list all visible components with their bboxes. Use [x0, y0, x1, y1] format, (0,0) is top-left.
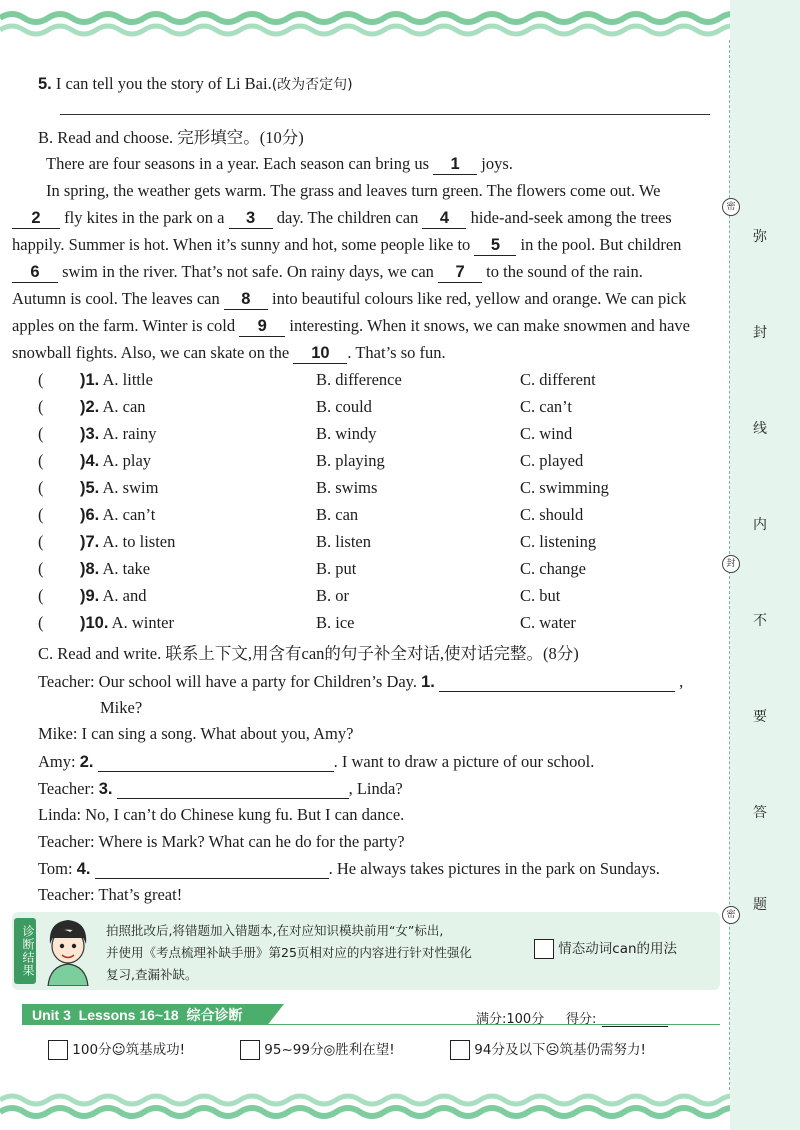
worried-face-icon: ☹ — [545, 1042, 560, 1058]
top-wave-band — [0, 0, 740, 44]
answer-line[interactable] — [60, 114, 710, 115]
answer-paren[interactable]: ( — [38, 586, 44, 605]
choice-b: B. put — [316, 559, 357, 578]
seal-char: 答 — [753, 805, 767, 821]
seal-circle: 密 — [722, 906, 740, 924]
choice-b: B. could — [316, 397, 372, 416]
passage-line: Autumn is cool. The leaves can 8 into beautiful colours like red, yellow and orange. We can pick — [12, 289, 687, 308]
rating-checkbox[interactable] — [240, 1040, 260, 1060]
blank-3[interactable]: 3 — [229, 208, 273, 229]
score-input[interactable] — [602, 1026, 668, 1027]
choice-b: B. difference — [316, 370, 402, 389]
seal-char: 不 — [753, 613, 767, 629]
choice-c: C. played — [520, 451, 584, 470]
answer-line[interactable] — [439, 675, 675, 692]
choice-b: B. windy — [316, 424, 377, 443]
answer-paren[interactable]: ( — [38, 613, 44, 632]
choice-c: C. listening — [520, 532, 597, 551]
choice-c: C. wind — [520, 424, 573, 443]
seal-circle: 封 — [722, 555, 740, 573]
module-checkbox[interactable] — [534, 939, 554, 959]
choice-b: B. swims — [316, 478, 378, 497]
answer-paren[interactable]: ( — [38, 397, 44, 416]
diagnosis-label: 诊断结果 — [14, 918, 36, 984]
choice-c: C. change — [520, 559, 586, 578]
choice-row: )1. A. little — [80, 370, 153, 389]
passage-line: apples on the farm. Winter is cold 9 interesting. When it snows, we can make snowmen and have — [12, 316, 690, 335]
section-c-title: C. Read and write. 联系上下文,用含有can的句子补全对话,使对话完整。(8分) — [38, 644, 579, 663]
answer-paren[interactable]: ( — [38, 370, 44, 389]
dialogue-line: Mike: I can sing a song. What about you, Amy? — [38, 724, 354, 743]
dialogue-line: Mike? — [100, 698, 143, 717]
unit-rule — [22, 1024, 720, 1025]
choice-c: C. should — [520, 505, 584, 524]
blank-5[interactable]: 5 — [474, 235, 516, 256]
cartoon-boy-icon — [40, 914, 96, 986]
dialogue-line: Teacher: 3. , Linda? — [38, 779, 403, 798]
dialogue-line: Tom: 4. . He always takes pictures in the park on Sundays. — [38, 859, 660, 878]
choice-row: )7. A. to listen — [80, 532, 176, 551]
seal-char: 题 — [753, 897, 767, 913]
seal-char: 要 — [753, 709, 767, 725]
choice-b: B. ice — [316, 613, 355, 632]
choice-row: )4. A. play — [80, 451, 152, 470]
choice-row: )9. A. and — [80, 586, 147, 605]
passage-line: 2 fly kites in the park on a 3 day. The children can 4 hide-and-seek among the trees — [12, 208, 672, 229]
choice-row: )2. A. can — [80, 397, 146, 416]
choice-row: )3. A. rainy — [80, 424, 157, 443]
passage-line: In spring, the weather gets warm. The grass and leaves turn green. The flowers come out. We — [46, 181, 661, 200]
blank-10[interactable]: 10 — [293, 343, 347, 364]
choice-b: B. listen — [316, 532, 372, 551]
blank-6[interactable]: 6 — [12, 262, 58, 283]
dialogue-line: Amy: 2. . I want to draw a picture of our school. — [38, 752, 595, 771]
choice-c: C. different — [520, 370, 596, 389]
answer-paren[interactable]: ( — [38, 478, 44, 497]
choice-c: C. water — [520, 613, 576, 632]
choice-c: C. but — [520, 586, 561, 605]
choice-b: B. can — [316, 505, 359, 524]
rating-row: 95~99分◎胜利在望! — [240, 1038, 395, 1060]
seal-char: 线 — [753, 421, 767, 437]
rating-checkbox[interactable] — [450, 1040, 470, 1060]
unit-banner-title: Unit 3 Lessons 16~18 综合诊断 — [32, 1007, 243, 1023]
passage-line: 6 swim in the river. That’s not safe. On rainy days, we can 7 to the sound of the rain. — [12, 262, 643, 283]
rating-checkbox[interactable] — [48, 1040, 68, 1060]
choice-b: B. playing — [316, 451, 385, 470]
passage-line: There are four seasons in a year. Each season can bring us 1 joys. — [46, 154, 513, 173]
knowledge-module[interactable]: 情态动词can的用法 — [534, 937, 677, 959]
choice-row: )6. A. can’t — [80, 505, 156, 524]
answer-paren[interactable]: ( — [38, 424, 44, 443]
answer-paren[interactable]: ( — [38, 451, 44, 470]
dialogue-line: Teacher: Where is Mark? What can he do for the party? — [38, 832, 405, 851]
blank-4[interactable]: 4 — [422, 208, 466, 229]
blank-9[interactable]: 9 — [239, 316, 285, 337]
choice-c: C. swimming — [520, 478, 609, 497]
blank-1[interactable]: 1 — [433, 154, 477, 175]
calm-face-icon: ◎ — [323, 1042, 336, 1058]
diagnosis-text: 拍照批改后,将错题加入错题本,在对应知识模块前用“女”标出, 并使用《考点梳理补缺手册》第25页相对应的内容进行针对性强化 复习,查漏补缺。 — [106, 923, 472, 982]
score-label: 得分: — [566, 1012, 597, 1027]
rating-row: 100分☺筑基成功! — [48, 1038, 185, 1060]
choice-b: B. or — [316, 586, 349, 605]
section-b-title: B. Read and choose. 完形填空。(10分) — [38, 128, 304, 147]
passage-line: snowball fights. Also, we can skate on the 10 . That’s so fun. — [12, 343, 446, 362]
seal-char: 封 — [753, 325, 767, 341]
dialogue-line: Teacher: That’s great! — [38, 885, 183, 904]
answer-line[interactable] — [98, 755, 334, 772]
blank-2[interactable]: 2 — [12, 208, 60, 229]
smile-face-icon: ☺ — [111, 1042, 126, 1058]
dialogue-line: Linda: No, I can’t do Chinese kung fu. But I can dance. — [38, 805, 405, 824]
question-5: 5. I can tell you the story of Li Bai.(改为否定句) — [38, 74, 353, 93]
choice-row: )5. A. swim — [80, 478, 159, 497]
answer-paren[interactable]: ( — [38, 532, 44, 551]
full-score: 满分:100分 — [476, 1012, 545, 1027]
choice-c: C. can’t — [520, 397, 572, 416]
answer-line[interactable] — [117, 782, 349, 799]
seal-char: 弥 — [753, 229, 767, 245]
bottom-wave-band — [0, 1086, 740, 1130]
blank-8[interactable]: 8 — [224, 289, 268, 310]
passage-line: happily. Summer is hot. When it’s sunny and hot, some people like to 5 in the pool. But children — [12, 235, 682, 254]
blank-7[interactable]: 7 — [438, 262, 482, 283]
seal-circle: 密 — [722, 198, 740, 216]
seal-sidebar — [730, 0, 800, 1130]
choice-row: )8. A. take — [80, 559, 151, 578]
answer-line[interactable] — [95, 862, 329, 879]
seal-char: 内 — [753, 517, 767, 533]
rating-row: 94分及以下☹筑基仍需努力! — [450, 1038, 646, 1060]
choice-row: )10. A. winter — [80, 613, 174, 632]
answer-paren[interactable]: ( — [38, 505, 44, 524]
dialogue-line: Teacher: Our school will have a party for Children’s Day. 1. , — [38, 672, 684, 691]
answer-paren[interactable]: ( — [38, 559, 44, 578]
